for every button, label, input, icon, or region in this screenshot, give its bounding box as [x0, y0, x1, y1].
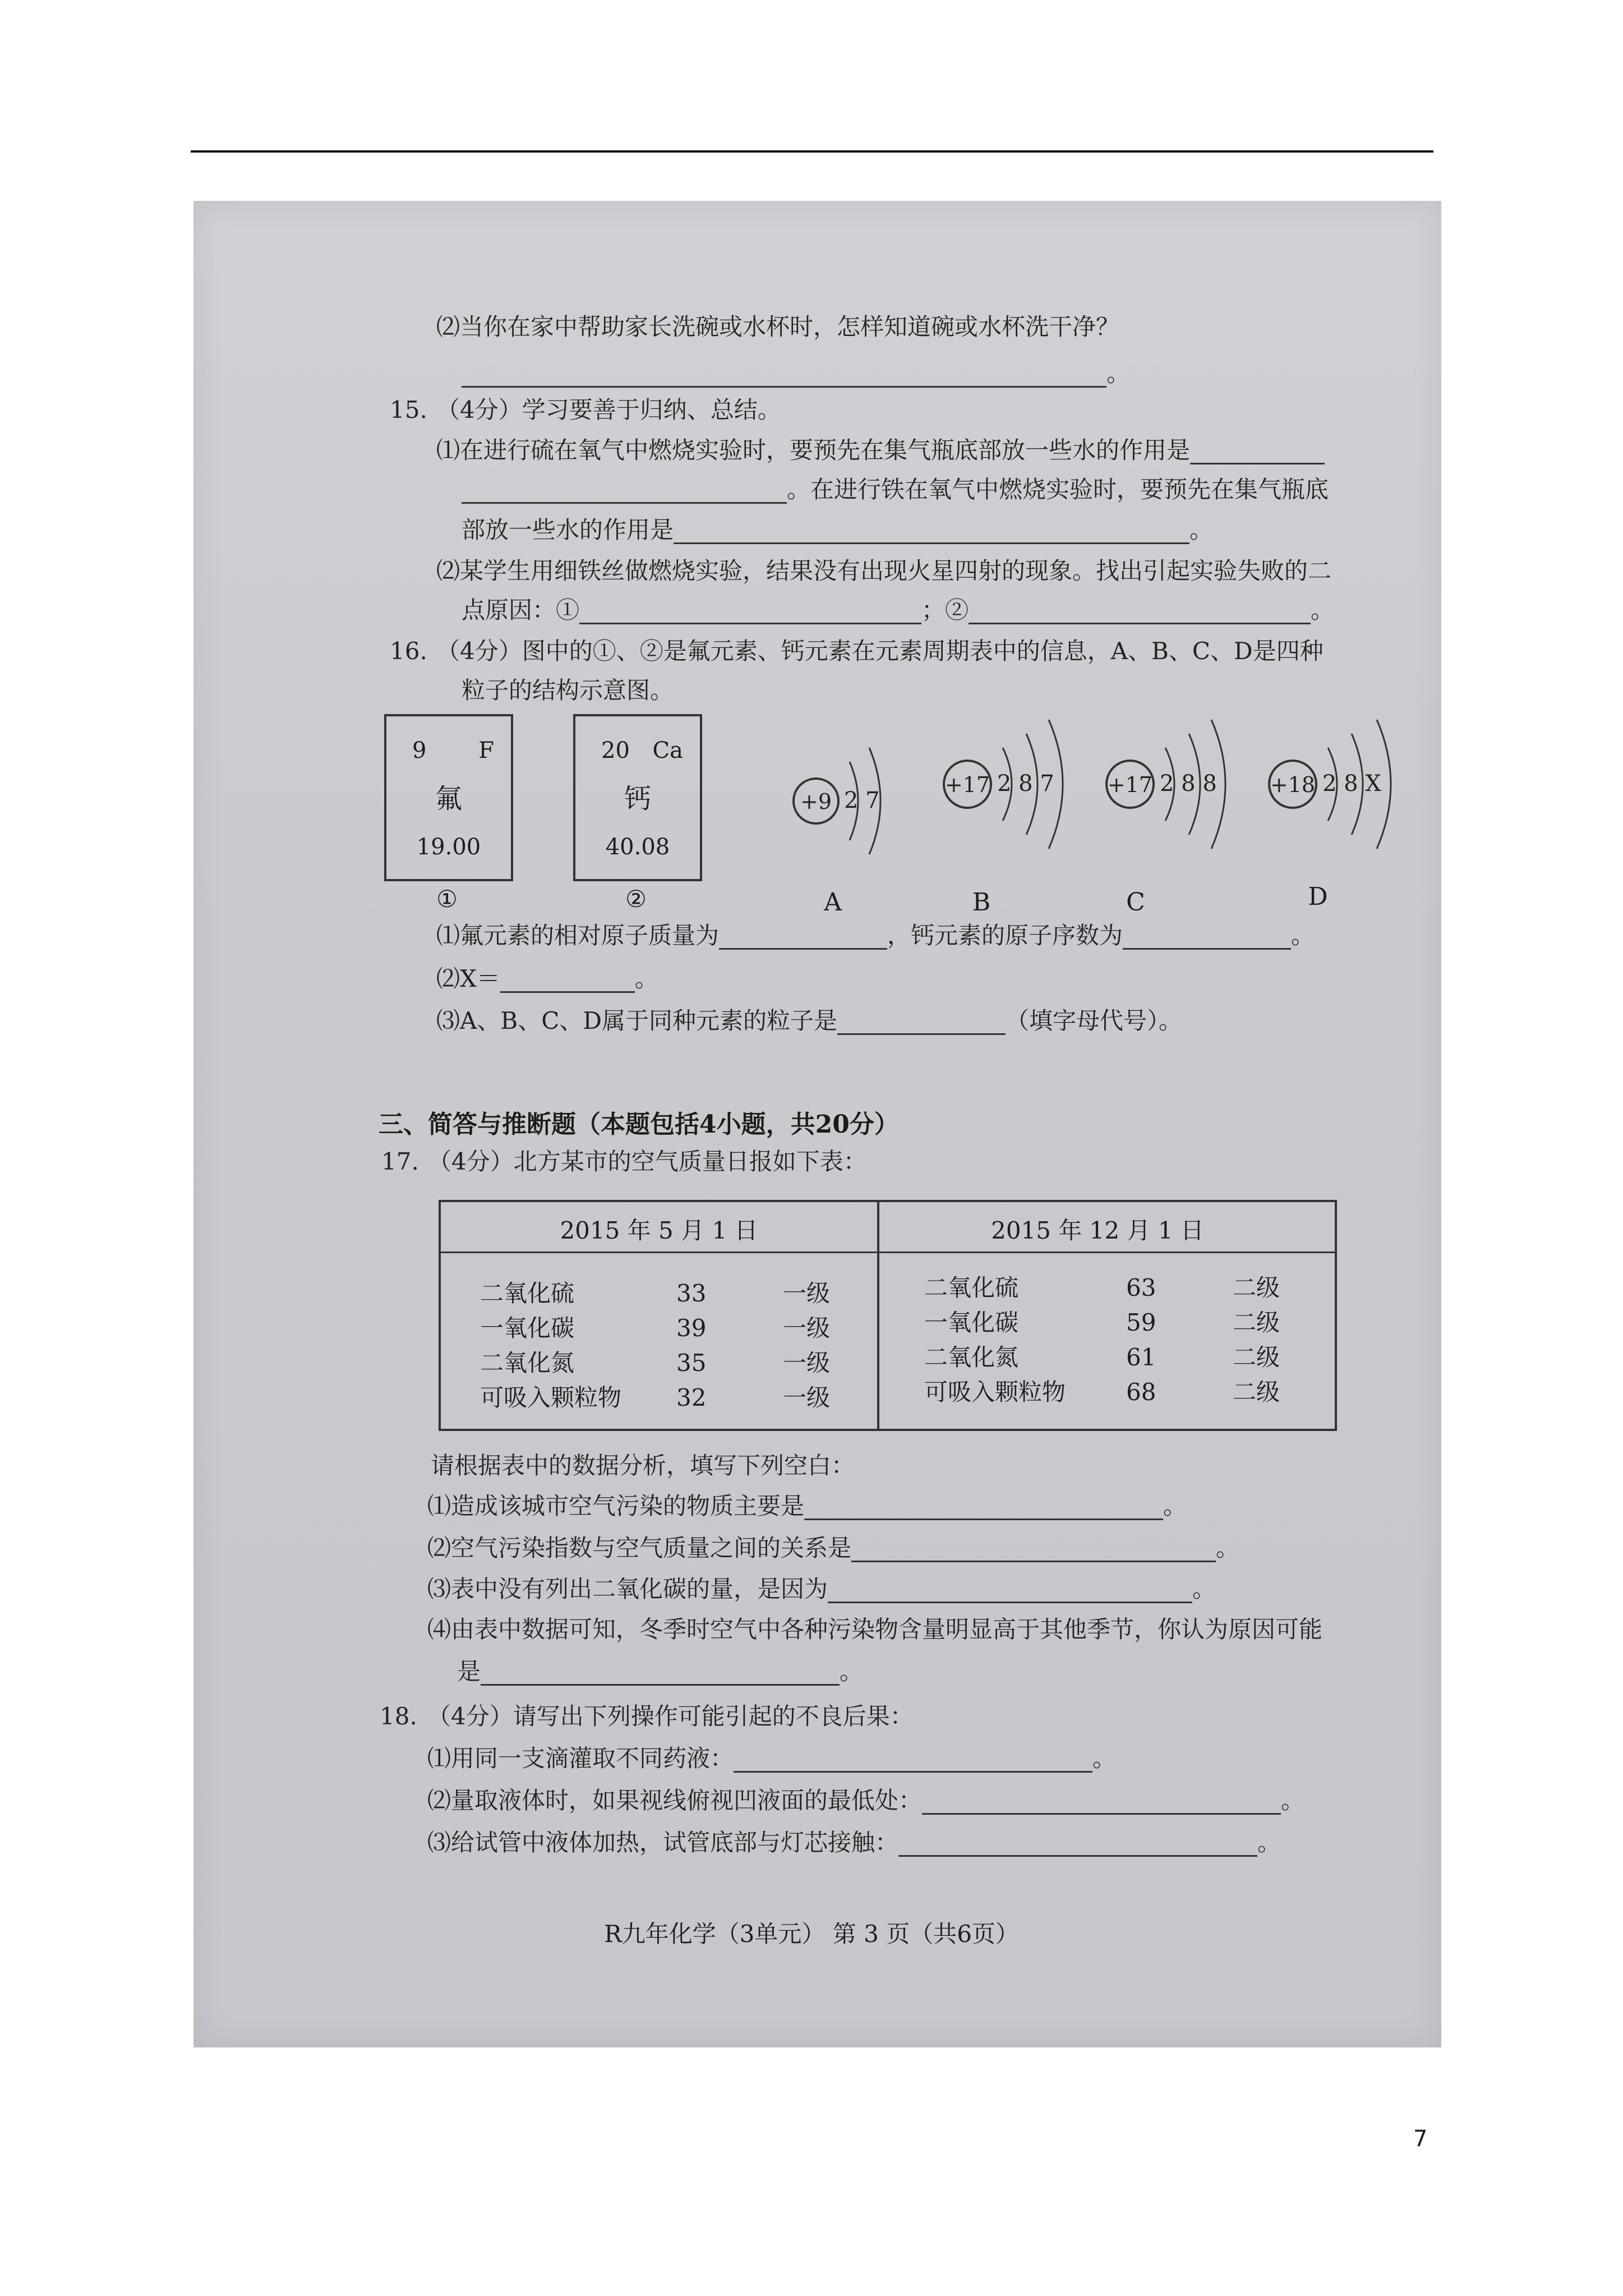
table-row: 一氧化碳 59 二级	[924, 1309, 1280, 1336]
answer-blank[interactable]	[804, 1496, 1163, 1520]
q16-sub1: ⑴氟元素的相对原子质量为 ，钙元素的原子序数为 。	[436, 922, 1315, 949]
q15-heading: （4分）学习要善于归纳、总结。	[436, 396, 781, 424]
atomic-number: 20	[601, 738, 630, 763]
q18-sub3: ⑶给试管中液体加热，试管底部与灯芯接触： 。	[427, 1829, 1281, 1856]
atomic-mass: 19.00	[416, 834, 481, 860]
q15-number: 15.	[390, 396, 427, 424]
q15-part1-line3: 部放一些水的作用是 。	[462, 516, 1214, 544]
exam-page-footer: R九年化学（3单元） 第 3 页（共6页）	[604, 1920, 1019, 1948]
header-rule	[191, 150, 1433, 153]
atom-label-d: D	[1308, 882, 1328, 911]
element-name: 钙	[624, 783, 651, 815]
q17-sub2: ⑵空气污染指数与空气质量之间的关系是 。	[427, 1534, 1240, 1562]
table-row: 可吸入颗粒物 32 一级	[480, 1384, 831, 1411]
element-name: 氟	[435, 783, 462, 815]
nucleus-charge: +9	[800, 789, 832, 814]
answer-blank[interactable]	[1123, 926, 1291, 950]
table-row: 二氧化氮 61 二级	[924, 1343, 1280, 1371]
atom-label-b: B	[972, 888, 991, 917]
q17-intro: 请根据表中的数据分析，填写下列空白：	[431, 1452, 855, 1479]
atom-label-a: A	[824, 888, 842, 917]
atomic-mass: 40.08	[605, 834, 670, 860]
q18-number: 18.	[380, 1703, 417, 1730]
q15-part1-line1: ⑴在进行硫在氧气中燃烧实验时，要预先在集气瓶底部放一些水的作用是	[436, 436, 1325, 464]
nucleus-charge: +17	[1107, 772, 1153, 797]
q15-part1-line2: 。在进行铁在氧气中燃烧实验时，要预先在集气瓶底	[462, 476, 1329, 504]
answer-blank[interactable]	[481, 1662, 840, 1686]
atomic-number: 9	[412, 738, 427, 763]
q15-part2-line2: 点原因：① ；② 。	[462, 596, 1335, 624]
answer-blank[interactable]	[719, 926, 887, 950]
element-symbol: Ca	[652, 738, 683, 763]
answer-blank[interactable]	[674, 520, 1189, 544]
section-3-heading: 三、简答与推断题（本题包括4小题，共20分）	[379, 1110, 899, 1139]
q18-sub2: ⑵量取液体时，如果视线俯视凹液面的最低处： 。	[427, 1787, 1305, 1814]
table-date-december: 2015 年 12 月 1 日	[991, 1217, 1204, 1244]
element-card-calcium	[573, 714, 702, 881]
answer-blank[interactable]	[462, 480, 787, 504]
answer-blank[interactable]	[462, 364, 1106, 388]
element-symbol: F	[478, 738, 494, 763]
answer-blank[interactable]	[969, 600, 1311, 624]
atom-diagram-c	[1099, 706, 1267, 874]
q14-part2-text: ⑵当你在家中帮助家长洗碗或水杯时，怎样知道碗或水杯洗干净？	[436, 313, 1120, 341]
answer-blank[interactable]	[1190, 440, 1325, 464]
q14-part2-answer: 。	[462, 360, 1130, 388]
q16-heading-line2: 粒子的结构示意图。	[462, 677, 674, 704]
table-row: 可吸入颗粒物 68 二级	[924, 1378, 1280, 1406]
electron-shells: 2 7	[844, 788, 880, 813]
q17-sub4-line2: 是 。	[457, 1658, 864, 1685]
q18-sub1: ⑴用同一支滴灌取不同药液： 。	[427, 1745, 1117, 1772]
page-number: 7	[1413, 2126, 1428, 2152]
table-header-rule	[441, 1251, 1335, 1253]
q18-heading: （4分）请写出下列操作可能引起的不良后果：	[427, 1703, 914, 1730]
q17-sub1: ⑴造成该城市空气污染的物质主要是 。	[427, 1492, 1187, 1520]
answer-blank[interactable]	[828, 1579, 1192, 1603]
nucleus-charge: +17	[944, 772, 990, 797]
q17-heading: （4分）北方某市的空气质量日报如下表：	[428, 1148, 867, 1175]
answer-blank[interactable]	[898, 1833, 1257, 1857]
q16-heading: （4分）图中的①、②是氟元素、钙元素在元素周期表中的信息，A、B、C、D是四种	[436, 637, 1324, 665]
table-row: 二氧化硫 63 二级	[924, 1274, 1280, 1301]
q17-number: 17.	[381, 1148, 419, 1175]
answer-blank[interactable]	[500, 969, 635, 993]
nucleus-charge: +18	[1270, 772, 1316, 797]
atom-diagram-d	[1262, 706, 1436, 874]
table-row: 二氧化氮 35 一级	[480, 1349, 831, 1377]
table-date-may: 2015 年 5 月 1 日	[560, 1217, 758, 1244]
answer-blank[interactable]	[837, 1011, 1006, 1035]
electron-shells: 2 8 8	[1160, 771, 1217, 797]
answer-blank[interactable]	[922, 1791, 1281, 1815]
card-label: ①	[436, 885, 458, 913]
table-row: 二氧化硫 33 一级	[480, 1280, 831, 1307]
q16-sub2: ⑵X＝ 。	[436, 965, 658, 992]
q16-sub3: ⑶A、B、C、D属于同种元素的粒子是 （填字母代号）。	[436, 1007, 1183, 1034]
atom-diagram-a	[788, 723, 934, 880]
card-label: ②	[625, 885, 647, 913]
atom-label-c: C	[1126, 888, 1145, 917]
atom-diagram-b	[937, 706, 1105, 874]
electron-shells: 2 8 X	[1322, 771, 1381, 797]
q16-number: 16.	[390, 637, 427, 665]
element-card-fluorine	[384, 714, 513, 881]
q17-sub4-line1: ⑷由表中数据可知，冬季时空气中各种污染物含量明显高于其他季节，你认为原因可能	[427, 1616, 1323, 1643]
air-quality-table	[439, 1200, 1337, 1431]
q15-part2-line1: ⑵某学生用细铁丝做燃烧实验，结果没有出现火星四射的现象。找出引起实验失败的二	[436, 557, 1332, 585]
answer-blank[interactable]	[851, 1538, 1216, 1562]
q17-sub3: ⑶表中没有列出二氧化碳的量，是因为 。	[427, 1575, 1216, 1603]
table-row: 一氧化碳 39 一级	[480, 1314, 831, 1342]
answer-blank[interactable]	[579, 600, 921, 624]
answer-blank[interactable]	[734, 1749, 1092, 1773]
electron-shells: 2 8 7	[997, 771, 1054, 797]
